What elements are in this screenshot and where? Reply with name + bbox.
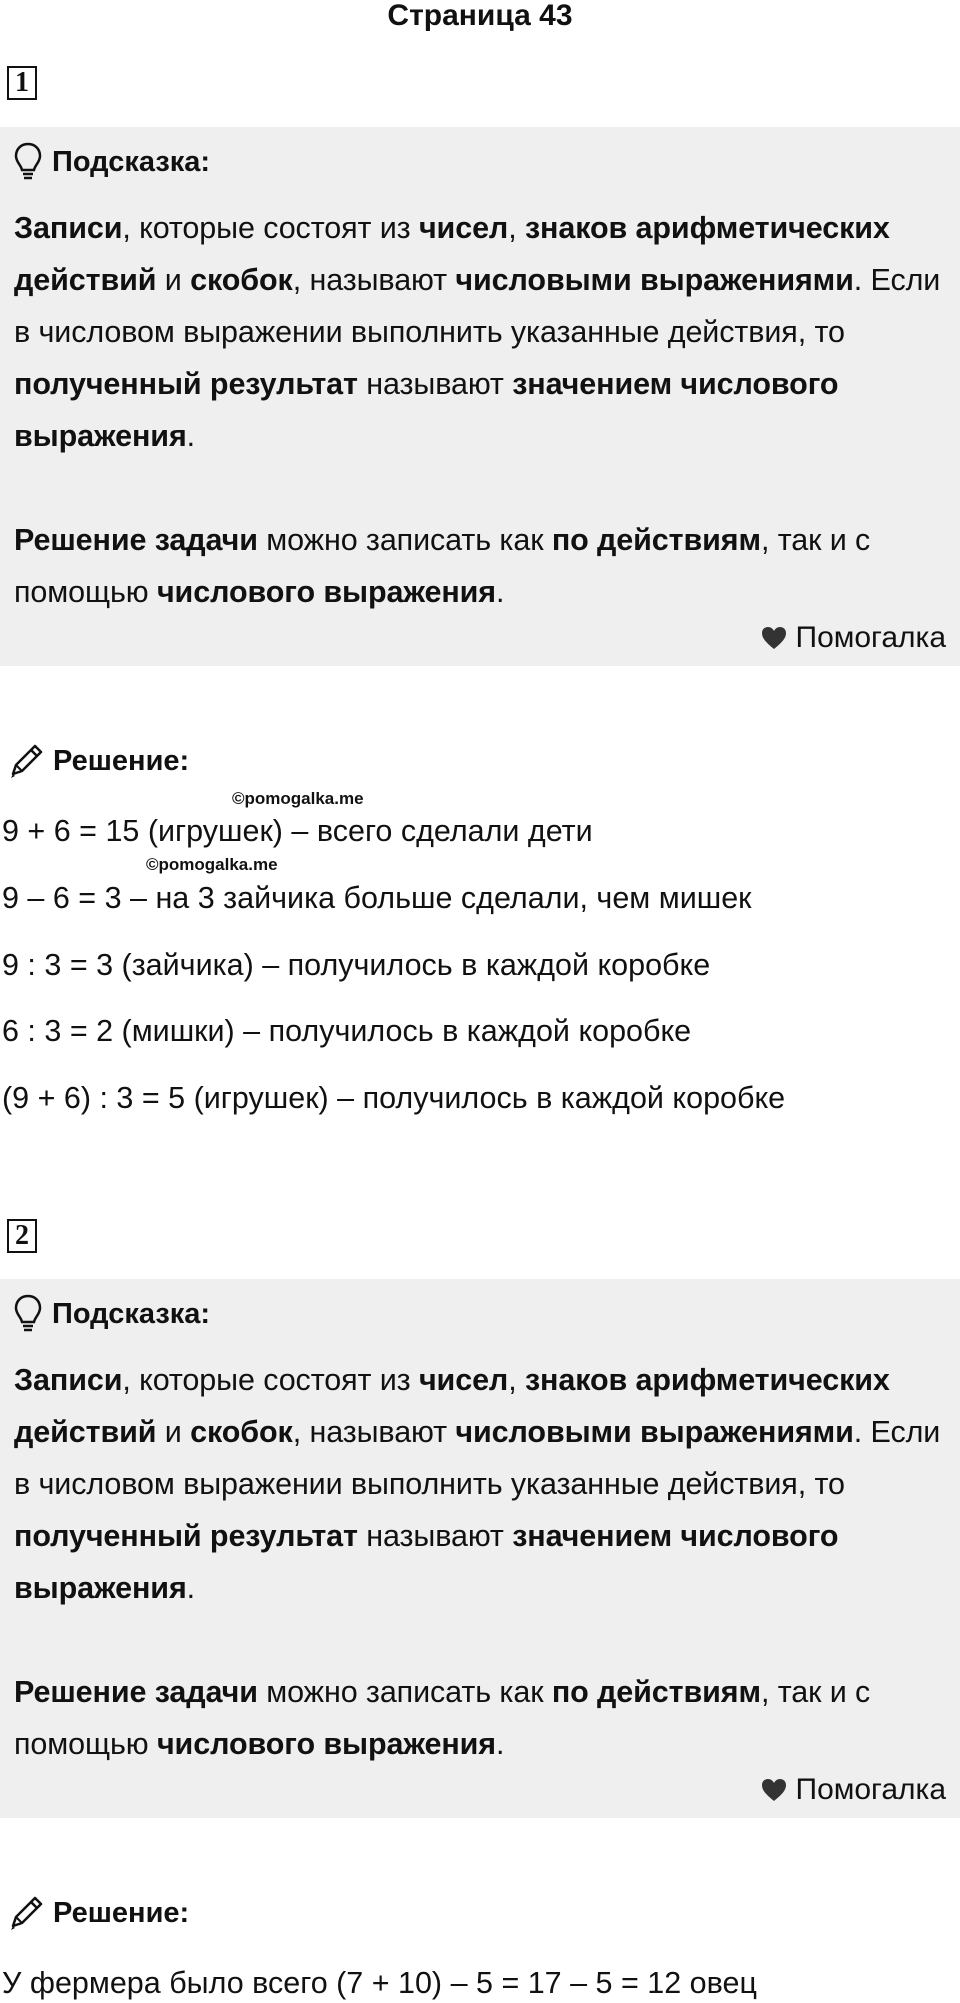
- credit-label: Помогалка: [795, 1773, 946, 1806]
- hint-body: [14, 1354, 950, 1770]
- pencil-icon: [7, 742, 45, 780]
- heart-icon: [760, 625, 788, 651]
- hint-title: Подсказка:: [52, 1297, 211, 1330]
- solution-header-2: [7, 1890, 189, 1936]
- solution-line: 9 – 6 = 3 – на 3 зайчика больше сделали, чем мишек: [2, 881, 752, 915]
- text-run: называют: [357, 367, 513, 401]
- solution-title: Решение:: [53, 744, 190, 777]
- bold-term: числового выражения: [156, 575, 497, 609]
- text-run: . Если в числовом выражении выполнить указанные действия, то: [14, 263, 941, 349]
- bold-term: знаков арифметических действий: [14, 211, 890, 297]
- text-run: , называют: [292, 1415, 456, 1449]
- hint-paragraph-2: [14, 514, 950, 618]
- text-run: можно записать как: [257, 1675, 552, 1709]
- bold-term: числовыми выражениями: [455, 263, 854, 297]
- bold-term: Решение задачи: [14, 523, 258, 557]
- solution-header-1: [7, 738, 189, 784]
- bold-term: чисел: [418, 211, 509, 245]
- bold-term: по действиям: [551, 1675, 761, 1709]
- hint-paragraph-1: [14, 1354, 950, 1614]
- solution-line: 6 : 3 = 2 (мишки) – получилось в каждой коробке: [2, 1014, 692, 1048]
- solution-line: 9 : 3 = 3 (зайчика) – получилось в каждой коробке: [2, 948, 711, 982]
- text-run: .: [496, 1727, 505, 1761]
- text-run: , так и с помощью: [14, 1675, 871, 1761]
- text-run: и: [156, 263, 191, 297]
- watermark: ©pomogalka.me: [232, 789, 364, 808]
- bold-term: скобок: [190, 1415, 293, 1449]
- bold-term: значением числового выражения: [14, 1519, 839, 1605]
- text-run: . Если в числовом выражении выполнить указанные действия, то: [14, 1415, 941, 1501]
- hint-body: [14, 202, 950, 618]
- bold-term: знаков арифметических действий: [14, 1363, 890, 1449]
- text-run: называют: [357, 1519, 513, 1553]
- solution-title: Решение:: [53, 1896, 190, 1929]
- bold-term: по действиям: [551, 523, 761, 557]
- text-run: , которые состоят из: [122, 211, 419, 245]
- text-run: ,: [508, 211, 525, 245]
- text-run: ,: [508, 1363, 525, 1397]
- text-run: .: [186, 419, 196, 453]
- bold-term: числового выражения: [156, 1727, 497, 1761]
- heart-icon: [760, 1777, 788, 1803]
- hint-header: [14, 1289, 210, 1339]
- text-run: и: [156, 1415, 191, 1449]
- task-number-1: 1: [7, 66, 37, 100]
- lightbulb-icon: [14, 1294, 42, 1334]
- solution-line: (9 + 6) : 3 = 5 (игрушек) – получилось в каждой коробке: [2, 1081, 786, 1115]
- bold-term: чисел: [418, 1363, 509, 1397]
- bold-term: Записи: [14, 211, 123, 245]
- bold-term: значением числового выражения: [14, 367, 839, 453]
- page-title: Страница 43: [387, 0, 573, 32]
- watermark: ©pomogalka.me: [146, 855, 278, 874]
- bold-term: полученный результат: [14, 1519, 358, 1553]
- text-run: .: [496, 575, 505, 609]
- solution-line: 9 + 6 = 15 (игрушек) – всего сделали дети: [2, 814, 593, 848]
- text-run: .: [186, 1571, 196, 1605]
- bold-term: полученный результат: [14, 367, 358, 401]
- hint-box-1: [0, 127, 960, 666]
- hint-title: Подсказка:: [52, 145, 211, 178]
- credit: [760, 1770, 947, 1810]
- solution-line: У фермера было всего (7 + 10) – 5 = 17 – 5 = 12 овец: [2, 1966, 757, 2000]
- hint-paragraph-2: [14, 1666, 950, 1770]
- bold-term: числовыми выражениями: [455, 1415, 854, 1449]
- task-number-2: 2: [7, 1219, 37, 1253]
- bold-term: Решение задачи: [14, 1675, 258, 1709]
- lightbulb-icon: [14, 142, 42, 182]
- bold-term: скобок: [190, 263, 293, 297]
- hint-box-2: [0, 1279, 960, 1818]
- credit: [760, 618, 947, 658]
- text-run: , так и с помощью: [14, 523, 871, 609]
- text-run: можно записать как: [257, 523, 552, 557]
- hint-paragraph-1: [14, 202, 950, 462]
- credit-label: Помогалка: [795, 621, 946, 654]
- text-run: , называют: [292, 263, 456, 297]
- bold-term: Записи: [14, 1363, 123, 1397]
- text-run: , которые состоят из: [122, 1363, 419, 1397]
- pencil-icon: [7, 1894, 45, 1932]
- hint-header: [14, 137, 210, 187]
